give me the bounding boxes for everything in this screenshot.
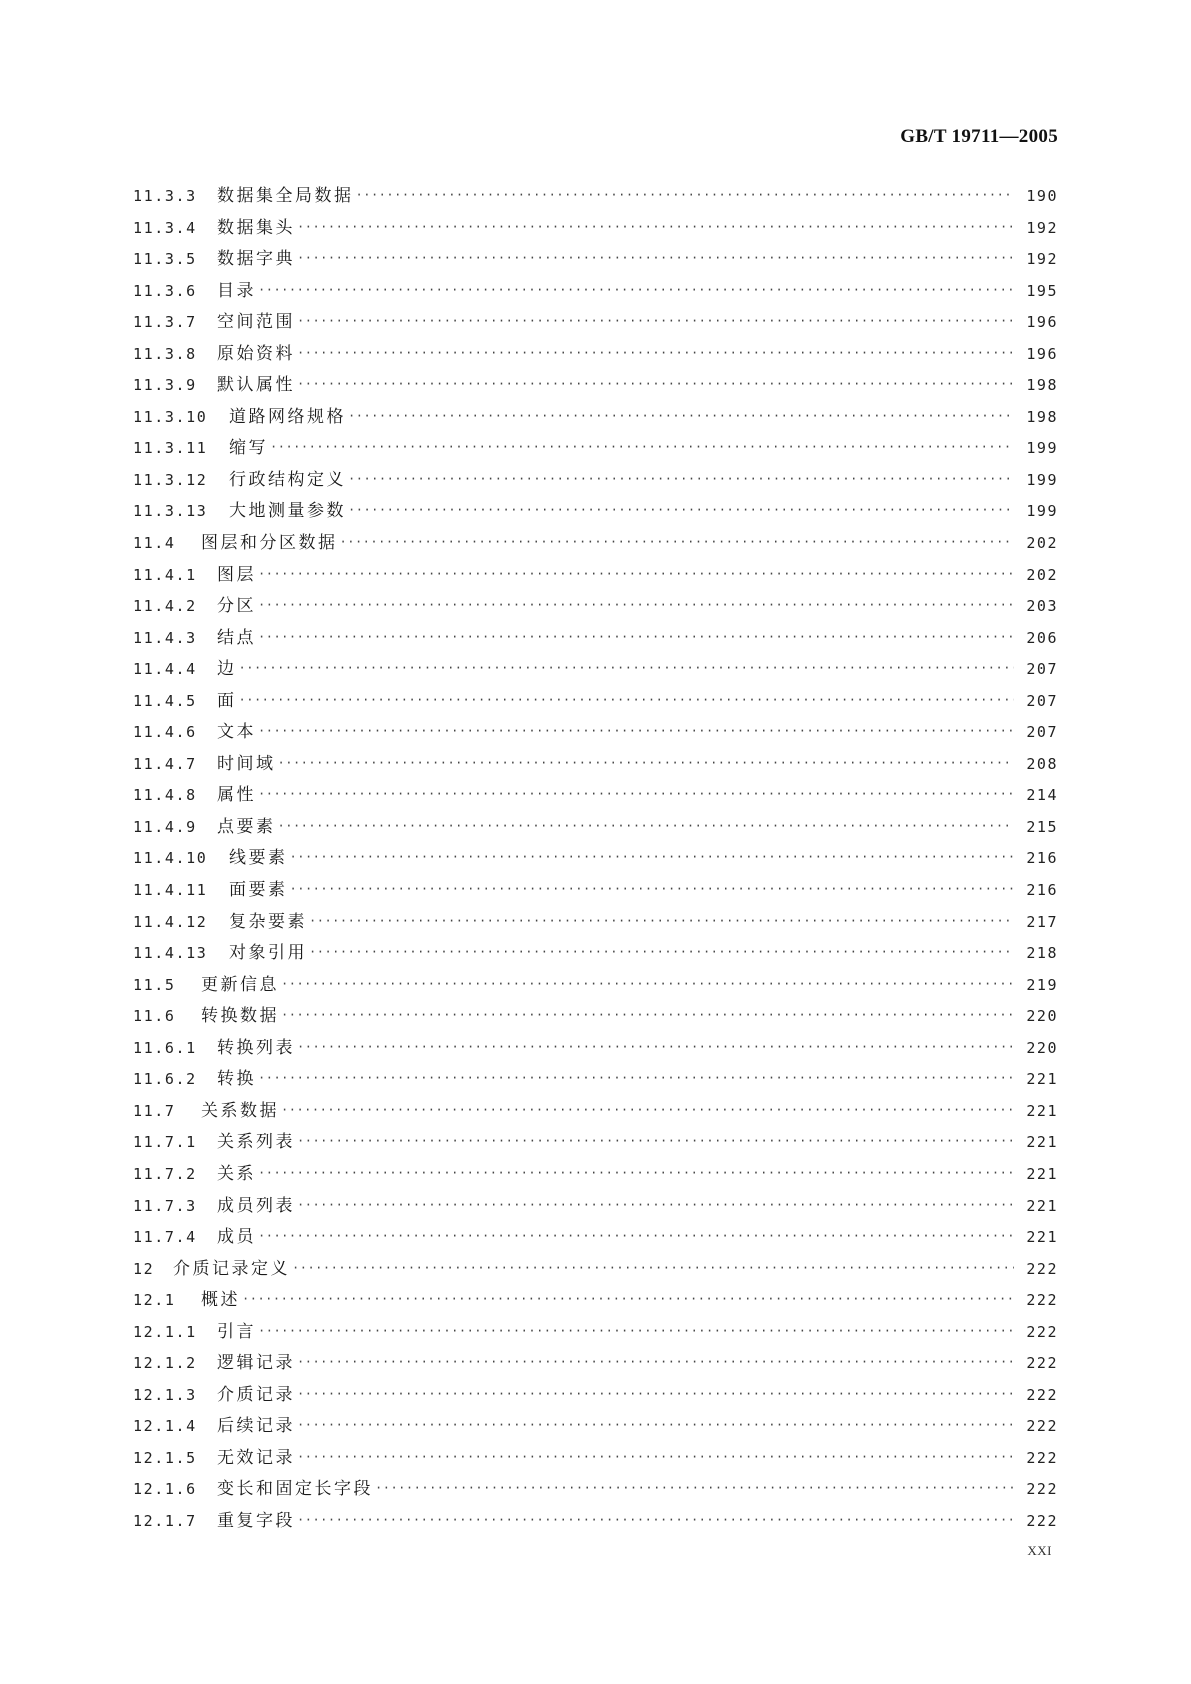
toc-entry-page-number: 203 <box>1026 597 1058 616</box>
toc-entry-number: 11.4.6 <box>133 723 197 742</box>
toc-entry[interactable] <box>133 1474 1058 1506</box>
toc-entry[interactable] <box>133 1254 1058 1286</box>
toc-leader-dots <box>258 716 1014 748</box>
toc-entry[interactable] <box>133 1380 1058 1412</box>
toc-entry-page-number: 218 <box>1026 944 1058 963</box>
toc-entry-page-number: 202 <box>1026 534 1058 553</box>
toc-entry-title: 数据字典 <box>217 249 295 270</box>
toc-entry[interactable] <box>133 907 1058 939</box>
toc-entry[interactable] <box>133 717 1058 749</box>
toc-entry-page-number: 207 <box>1026 723 1058 742</box>
toc-leader-dots <box>258 1316 1014 1348</box>
toc-entry-number: 12.1.5 <box>133 1448 197 1467</box>
toc-entry-number: 12.1.6 <box>133 1480 197 1499</box>
toc-entry-page-number: 221 <box>1026 1101 1058 1120</box>
toc-entry-title: 数据集头 <box>217 217 295 238</box>
toc-entry-number: 11.7.4 <box>133 1228 197 1247</box>
toc-entry-title: 大地测量参数 <box>229 501 346 522</box>
toc-leader-dots <box>356 180 1015 212</box>
toc-entry-title: 概述 <box>201 1290 240 1311</box>
toc-entry[interactable] <box>133 623 1058 655</box>
toc-entry-page-number: 222 <box>1026 1291 1058 1310</box>
toc-leader-dots <box>258 1158 1014 1190</box>
toc-entry-page-number: 190 <box>1026 187 1058 205</box>
toc-leader-dots <box>292 1253 1014 1285</box>
toc-entry-page-number: 214 <box>1026 786 1058 805</box>
toc-entry[interactable] <box>133 1285 1058 1317</box>
toc-entry-number: 11.6.1 <box>133 1038 197 1057</box>
toc-entry-number: 11.4.7 <box>133 754 197 773</box>
toc-entry-title: 更新信息 <box>201 974 279 995</box>
toc-entry-title: 转换 <box>217 1069 256 1090</box>
toc-entry-title: 关系 <box>217 1163 256 1184</box>
toc-entry-number: 11.3.3 <box>133 187 197 205</box>
toc-entry[interactable] <box>133 213 1058 245</box>
toc-leader-dots <box>242 1284 1014 1316</box>
toc-entry-title: 目录 <box>217 280 256 301</box>
toc-entry-number: 11.6.2 <box>133 1070 197 1089</box>
toc-entry-number: 11.3.9 <box>133 376 197 395</box>
toc-entry-number: 11.3.11 <box>133 439 208 458</box>
toc-entry-page-number: 192 <box>1026 250 1058 269</box>
toc-leader-dots <box>290 874 1015 906</box>
toc-entry-page-number: 217 <box>1026 912 1058 931</box>
toc-entry[interactable] <box>133 1001 1058 1033</box>
table-of-contents <box>133 181 1058 1538</box>
toc-leader-dots <box>290 842 1015 874</box>
toc-entry-title: 时间域 <box>217 753 276 774</box>
toc-entry-number: 11.4.1 <box>133 565 197 584</box>
toc-entry-page-number: 208 <box>1026 754 1058 773</box>
toc-leader-dots <box>348 464 1014 496</box>
toc-leader-dots <box>297 1190 1014 1222</box>
toc-entry-page-number: 221 <box>1026 1070 1058 1089</box>
toc-entry-page-number: 222 <box>1026 1480 1058 1499</box>
toc-leader-dots <box>258 1221 1014 1253</box>
toc-entry-number: 12.1.2 <box>133 1354 197 1373</box>
toc-leader-dots <box>340 527 1015 559</box>
toc-entry[interactable] <box>133 528 1058 560</box>
toc-entry-page-number: 198 <box>1026 407 1058 426</box>
toc-leader-dots <box>281 1095 1014 1127</box>
toc-entry-title: 默认属性 <box>217 375 295 396</box>
toc-leader-dots <box>297 1505 1014 1537</box>
toc-entry-title: 面 <box>217 690 237 711</box>
page-folio: XXI <box>1027 1543 1052 1558</box>
toc-entry-page-number: 221 <box>1026 1228 1058 1247</box>
toc-entry-page-number: 220 <box>1026 1038 1058 1057</box>
toc-entry-number: 11.4.13 <box>133 944 208 963</box>
toc-entry-number: 12 <box>133 1259 155 1278</box>
toc-entry-number: 11.4.5 <box>133 691 197 710</box>
toc-leader-dots <box>375 1473 1014 1505</box>
toc-entry-title: 引言 <box>217 1321 256 1342</box>
toc-entry-page-number: 202 <box>1026 565 1058 584</box>
toc-entry-title: 无效记录 <box>217 1447 295 1468</box>
toc-entry-title: 图层和分区数据 <box>201 533 338 554</box>
toc-entry[interactable] <box>133 370 1058 402</box>
toc-entry-page-number: 221 <box>1026 1164 1058 1183</box>
toc-entry[interactable] <box>133 1096 1058 1128</box>
toc-entry-page-number: 207 <box>1026 660 1058 679</box>
toc-entry-page-number: 199 <box>1026 470 1058 489</box>
toc-entry[interactable] <box>133 276 1058 308</box>
toc-entry-page-number: 221 <box>1026 1133 1058 1152</box>
toc-entry-number: 11.3.13 <box>133 502 208 521</box>
toc-entry-number: 11.3.8 <box>133 344 197 363</box>
toc-leader-dots <box>278 748 1015 780</box>
toc-entry[interactable] <box>133 1159 1058 1191</box>
toc-entry[interactable] <box>133 1033 1058 1065</box>
toc-entry-page-number: 222 <box>1026 1385 1058 1404</box>
toc-leader-dots <box>297 338 1014 370</box>
toc-leader-dots <box>297 1126 1014 1158</box>
toc-entry-number: 12.1.7 <box>133 1511 197 1530</box>
toc-entry-page-number: 199 <box>1026 502 1058 521</box>
toc-entry[interactable] <box>133 1127 1058 1159</box>
toc-entry-title: 行政结构定义 <box>229 469 346 490</box>
toc-entry[interactable] <box>133 843 1058 875</box>
toc-entry-title: 变长和固定长字段 <box>217 1479 373 1500</box>
toc-entry-title: 关系数据 <box>201 1100 279 1121</box>
toc-entry-number: 11.4.12 <box>133 912 208 931</box>
toc-entry-number: 11.3.12 <box>133 470 208 489</box>
toc-entry-title: 分区 <box>217 596 256 617</box>
toc-leader-dots <box>297 1379 1014 1411</box>
toc-entry[interactable] <box>133 591 1058 623</box>
toc-entry-number: 11.7.1 <box>133 1133 197 1152</box>
toc-entry-number: 11.3.4 <box>133 218 197 237</box>
toc-entry-page-number: 215 <box>1026 817 1058 836</box>
toc-entry-title: 介质记录 <box>217 1384 295 1405</box>
toc-entry-number: 11.4.3 <box>133 628 197 647</box>
toc-entry-title: 结点 <box>217 627 256 648</box>
toc-entry-page-number: 192 <box>1026 218 1058 237</box>
toc-entry-page-number: 198 <box>1026 376 1058 395</box>
toc-entry[interactable] <box>133 749 1058 781</box>
toc-entry[interactable] <box>133 970 1058 1002</box>
toc-entry-title: 复杂要素 <box>229 911 307 932</box>
toc-entry-number: 12.1 <box>133 1291 176 1310</box>
toc-entry-number: 11.4 <box>133 534 176 553</box>
toc-leader-dots <box>297 1347 1014 1379</box>
toc-entry-title: 面要素 <box>229 880 288 901</box>
toc-entry-page-number: 216 <box>1026 849 1058 868</box>
toc-entry-number: 11.4.2 <box>133 597 197 616</box>
toc-entry-number: 11.7 <box>133 1101 176 1120</box>
toc-entry-page-number: 222 <box>1026 1259 1058 1278</box>
toc-entry-title: 数据集全局数据 <box>217 186 354 206</box>
toc-entry-title: 对象引用 <box>229 943 307 964</box>
toc-entry-page-number: 196 <box>1026 344 1058 363</box>
toc-entry-number: 11.6 <box>133 1007 176 1026</box>
toc-entry[interactable] <box>133 654 1058 686</box>
toc-leader-dots <box>297 1442 1014 1474</box>
toc-entry[interactable] <box>133 938 1058 970</box>
toc-entry-page-number: 207 <box>1026 691 1058 710</box>
toc-entry-page-number: 206 <box>1026 628 1058 647</box>
toc-entry[interactable] <box>133 1443 1058 1475</box>
toc-leader-dots <box>309 906 1014 938</box>
toc-entry-title: 介质记录定义 <box>173 1258 290 1279</box>
toc-entry-number: 11.4.8 <box>133 786 197 805</box>
toc-leader-dots <box>278 811 1015 843</box>
toc-entry[interactable] <box>133 339 1058 371</box>
toc-entry-title: 重复字段 <box>217 1510 295 1531</box>
toc-entry[interactable] <box>133 560 1058 592</box>
toc-leader-dots <box>348 495 1014 527</box>
toc-entry-page-number: 222 <box>1026 1448 1058 1467</box>
toc-entry-title: 线要素 <box>229 848 288 869</box>
toc-leader-dots <box>297 306 1014 338</box>
toc-entry[interactable] <box>133 402 1058 434</box>
toc-entry-page-number: 216 <box>1026 881 1058 900</box>
toc-leader-dots <box>297 1032 1014 1064</box>
toc-entry-title: 图层 <box>217 564 256 585</box>
toc-leader-dots <box>239 685 1015 717</box>
toc-leader-dots <box>281 1000 1014 1032</box>
toc-leader-dots <box>297 243 1014 275</box>
toc-entry-page-number: 222 <box>1026 1511 1058 1530</box>
toc-entry-title: 逻辑记录 <box>217 1353 295 1374</box>
toc-entry-number: 11.4.9 <box>133 817 197 836</box>
toc-leader-dots <box>309 937 1014 969</box>
toc-entry[interactable] <box>133 244 1058 276</box>
toc-entry-page-number: 220 <box>1026 1007 1058 1026</box>
toc-entry-number: 11.7.2 <box>133 1164 197 1183</box>
toc-entry-number: 11.4.4 <box>133 660 197 679</box>
toc-entry-number: 12.1.3 <box>133 1385 197 1404</box>
toc-entry-number: 11.4.10 <box>133 849 208 868</box>
toc-entry-page-number: 221 <box>1026 1196 1058 1215</box>
toc-entry-title: 原始资料 <box>217 343 295 364</box>
toc-entry-page-number: 199 <box>1026 439 1058 458</box>
toc-entry[interactable] <box>133 1064 1058 1096</box>
toc-leader-dots <box>258 590 1014 622</box>
toc-entry-title: 点要素 <box>217 816 276 837</box>
toc-leader-dots <box>348 401 1014 433</box>
toc-entry-page-number: 219 <box>1026 975 1058 994</box>
toc-entry-number: 11.3.7 <box>133 313 197 332</box>
toc-entry-page-number: 222 <box>1026 1354 1058 1373</box>
toc-leader-dots <box>281 969 1014 1001</box>
toc-entry-number: 11.5 <box>133 975 176 994</box>
toc-entry-number: 12.1.1 <box>133 1322 197 1341</box>
toc-entry[interactable] <box>133 181 1058 213</box>
toc-leader-dots <box>258 275 1014 307</box>
toc-leader-dots <box>270 432 1014 464</box>
toc-entry-title: 转换列表 <box>217 1037 295 1058</box>
toc-entry-title: 空间范围 <box>217 312 295 333</box>
toc-entry-title: 文本 <box>217 722 256 743</box>
toc-entry-title: 缩写 <box>229 438 268 459</box>
toc-entry-number: 12.1.4 <box>133 1417 197 1436</box>
toc-entry[interactable] <box>133 1411 1058 1443</box>
toc-entry-title: 成员列表 <box>217 1195 295 1216</box>
toc-entry-title: 关系列表 <box>217 1132 295 1153</box>
toc-leader-dots <box>297 369 1014 401</box>
toc-leader-dots <box>239 653 1015 685</box>
toc-entry[interactable] <box>133 465 1058 497</box>
toc-entry[interactable] <box>133 1222 1058 1254</box>
toc-entry[interactable] <box>133 686 1058 718</box>
toc-entry-title: 边 <box>217 659 237 680</box>
toc-leader-dots <box>297 212 1014 244</box>
toc-leader-dots <box>258 1063 1014 1095</box>
toc-leader-dots <box>258 779 1014 811</box>
toc-entry[interactable] <box>133 875 1058 907</box>
toc-entry[interactable] <box>133 812 1058 844</box>
toc-entry-number: 11.4.11 <box>133 881 208 900</box>
toc-entry-page-number: 195 <box>1026 281 1058 300</box>
toc-entry-title: 属性 <box>217 785 256 806</box>
standard-number: GB/T 19711—2005 <box>900 126 1058 147</box>
toc-entry-number: 11.3.10 <box>133 407 208 426</box>
toc-entry-title: 转换数据 <box>201 1006 279 1027</box>
toc-entry-title: 成员 <box>217 1227 256 1248</box>
toc-leader-dots <box>258 622 1014 654</box>
toc-entry[interactable] <box>133 496 1058 528</box>
toc-entry[interactable] <box>133 780 1058 812</box>
toc-entry-title: 道路网络规格 <box>229 406 346 427</box>
toc-entry[interactable] <box>133 433 1058 465</box>
toc-entry-page-number: 222 <box>1026 1417 1058 1436</box>
toc-entry[interactable] <box>133 1317 1058 1349</box>
toc-entry-page-number: 196 <box>1026 313 1058 332</box>
toc-entry-number: 11.3.5 <box>133 250 197 269</box>
toc-entry[interactable] <box>133 307 1058 339</box>
toc-entry-number: 11.3.6 <box>133 281 197 300</box>
toc-leader-dots <box>258 559 1014 591</box>
toc-entry-number: 11.7.3 <box>133 1196 197 1215</box>
toc-entry-title: 后续记录 <box>217 1416 295 1437</box>
toc-leader-dots <box>297 1410 1014 1442</box>
toc-entry[interactable] <box>133 1348 1058 1380</box>
toc-entry[interactable] <box>133 1506 1058 1538</box>
toc-entry-page-number: 222 <box>1026 1322 1058 1341</box>
toc-entry[interactable] <box>133 1191 1058 1223</box>
